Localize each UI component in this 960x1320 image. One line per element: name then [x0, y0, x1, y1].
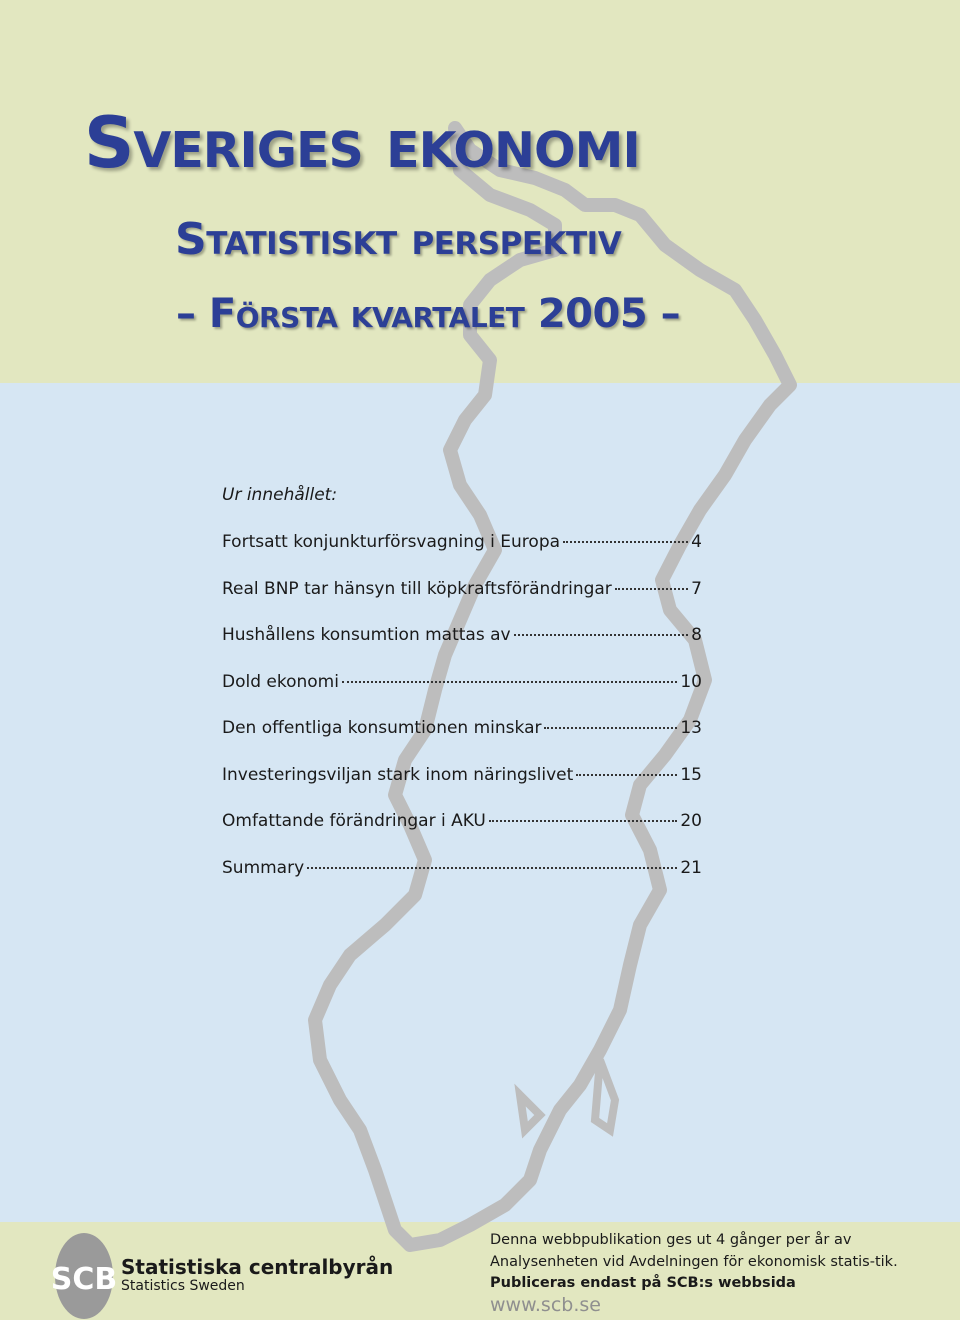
toc-item-title: Dold ekonomi	[222, 671, 339, 692]
organization-name-english: Statistics Sweden	[121, 1278, 245, 1294]
toc-item-page: 21	[680, 857, 702, 878]
toc-item-title: Omfattande förändringar i AKU	[222, 811, 486, 831]
publication-period: – Första kvartalet 2005 –	[176, 291, 681, 337]
toc-item-title: Hushållens konsumtion mattas av	[222, 625, 511, 645]
publication-subtitle: Statistiskt perspektiv	[175, 214, 622, 265]
toc-dot-leader	[514, 634, 689, 636]
toc-dot-leader	[342, 681, 677, 683]
toc-dot-leader	[544, 727, 677, 729]
scb-logo-icon	[50, 1233, 118, 1319]
toc-item[interactable]	[222, 672, 702, 719]
toc-item[interactable]	[222, 625, 702, 672]
toc-item-page: 10	[680, 671, 702, 692]
publication-title: Sveriges ekonomi	[84, 102, 640, 184]
website-link[interactable]: www.scb.se	[490, 1293, 601, 1316]
toc-dot-leader	[576, 774, 677, 776]
toc-item-title: Investeringsviljan stark inom näringslivet	[222, 764, 574, 785]
toc-item-page: 20	[680, 811, 702, 831]
table-of-contents	[222, 532, 702, 904]
toc-item-page: 4	[691, 532, 702, 552]
toc-item-title: Summary	[222, 857, 305, 878]
scb-logo-text: SCB	[50, 1262, 118, 1297]
toc-item-title: Den offentliga konsumtionen minskar	[222, 718, 542, 738]
toc-item-title: Real BNP tar hänsyn till köpkraftsförändringar	[222, 578, 612, 599]
toc-dot-leader	[615, 588, 688, 590]
toc-item-page: 13	[680, 718, 702, 738]
toc-item[interactable]	[222, 811, 702, 858]
toc-item[interactable]	[222, 532, 702, 579]
toc-item-title: Fortsatt konjunkturförsvagning i Europa	[222, 532, 561, 552]
toc-item[interactable]	[222, 858, 702, 905]
toc-item-page: 8	[691, 625, 702, 645]
organization-name: Statistiska centralbyrån	[121, 1255, 394, 1279]
toc-heading: Ur innehållet:	[222, 485, 338, 505]
publication-web-note	[490, 1273, 910, 1318]
toc-item-page: 15	[680, 764, 702, 785]
toc-item-page: 7	[691, 578, 702, 599]
toc-item[interactable]	[222, 765, 702, 812]
toc-dot-leader	[489, 820, 678, 822]
publication-web-note-text: Publiceras endast på SCB:s webbsida	[490, 1275, 796, 1291]
toc-dot-leader	[563, 541, 688, 543]
publication-info	[490, 1230, 910, 1318]
publication-frequency-text: Denna webbpublikation ges ut 4 gånger per år av Analysenheten vid Avdelningen för ekonomisk statis-tik.	[490, 1232, 898, 1270]
toc-item[interactable]	[222, 718, 702, 765]
toc-item[interactable]	[222, 579, 702, 626]
toc-dot-leader	[307, 867, 677, 869]
